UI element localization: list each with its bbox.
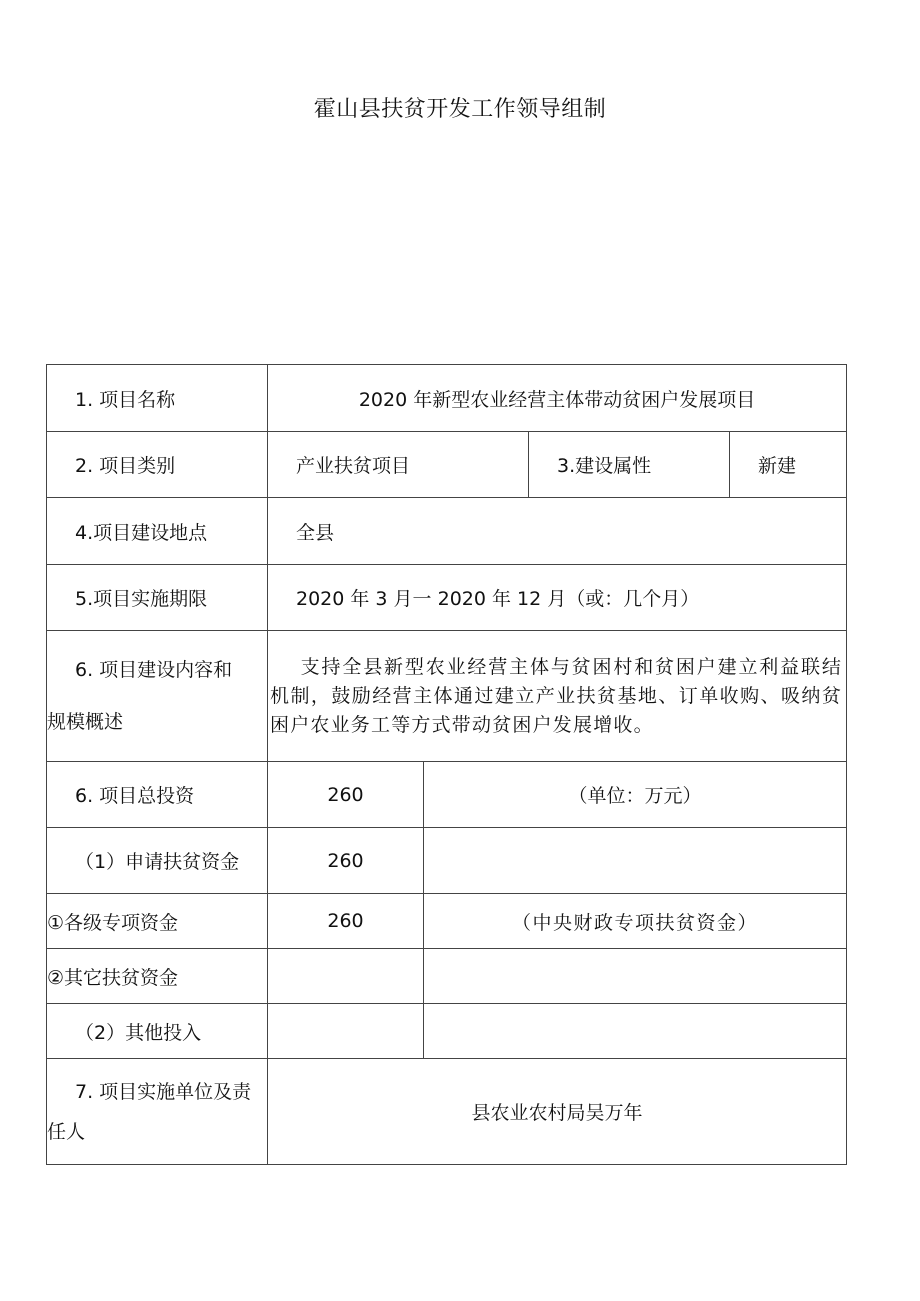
label-content-line2: 规模概述 <box>47 711 124 733</box>
note-apply-funds <box>424 828 847 894</box>
row-content <box>47 631 847 762</box>
label-other-poverty-funds: ②其它扶贫资金 <box>47 949 268 1004</box>
content-text: 支持全县新型农业经营主体与贫困村和贫困户建立利益联结机制，鼓励经营主体通过建立产业扶贫基地、订单收购、吸纳贫困户农业务工等方式带动贫困户发展增收。 <box>270 655 843 736</box>
value-project-name: 2020 年新型农业经营主体带动贫困户发展项目 <box>268 365 847 432</box>
value-content <box>268 631 847 762</box>
label-period: 5.项目实施期限 <box>47 565 268 631</box>
row-other-poverty-funds <box>47 949 847 1004</box>
value-location: 全县 <box>268 498 847 565</box>
label-content <box>47 631 268 762</box>
label-implementer-line1: 7. 项目实施单位及责 <box>75 1080 252 1103</box>
row-category <box>47 432 847 498</box>
row-project-name <box>47 365 847 432</box>
label-project-name: 1. 项目名称 <box>47 365 268 432</box>
value-total-investment: 260 <box>268 762 424 828</box>
note-other-poverty-funds <box>424 949 847 1004</box>
note-special-funds: （中央财政专项扶贫资金） <box>424 894 847 949</box>
label-implementer <box>47 1059 268 1165</box>
label-other-input: （2）其他投入 <box>47 1004 268 1059</box>
row-other-input <box>47 1004 847 1059</box>
value-special-funds: 260 <box>268 894 424 949</box>
value-period: 2020 年 3 月一 2020 年 12 月（或：几个月） <box>268 565 847 631</box>
value-other-poverty-funds <box>268 949 424 1004</box>
label-build-attribute: 3.建设属性 <box>529 432 730 498</box>
value-other-input <box>268 1004 424 1059</box>
label-location: 4.项目建设地点 <box>47 498 268 565</box>
value-category: 产业扶贫项目 <box>268 432 529 498</box>
row-apply-funds <box>47 828 847 894</box>
row-location <box>47 498 847 565</box>
label-content-line1: 6. 项目建设内容和 <box>75 659 233 681</box>
label-implementer-line2: 任人 <box>47 1120 86 1143</box>
value-implementer: 县农业农村局吴万年 <box>268 1059 847 1165</box>
label-category: 2. 项目类别 <box>47 432 268 498</box>
label-special-funds: ①各级专项资金 <box>47 894 268 949</box>
row-period <box>47 565 847 631</box>
row-implementer <box>47 1059 847 1165</box>
label-apply-funds: （1）申请扶贫资金 <box>47 828 268 894</box>
label-total-investment: 6. 项目总投资 <box>47 762 268 828</box>
value-build-attribute: 新建 <box>730 432 847 498</box>
project-form-table <box>46 364 847 1165</box>
document-title: 霍山县扶贫开发工作领导组制 <box>313 97 607 122</box>
value-apply-funds: 260 <box>268 828 424 894</box>
row-special-funds <box>47 894 847 949</box>
unit-total-investment: （单位：万元） <box>424 762 847 828</box>
row-total-investment <box>47 762 847 828</box>
note-other-input <box>424 1004 847 1059</box>
